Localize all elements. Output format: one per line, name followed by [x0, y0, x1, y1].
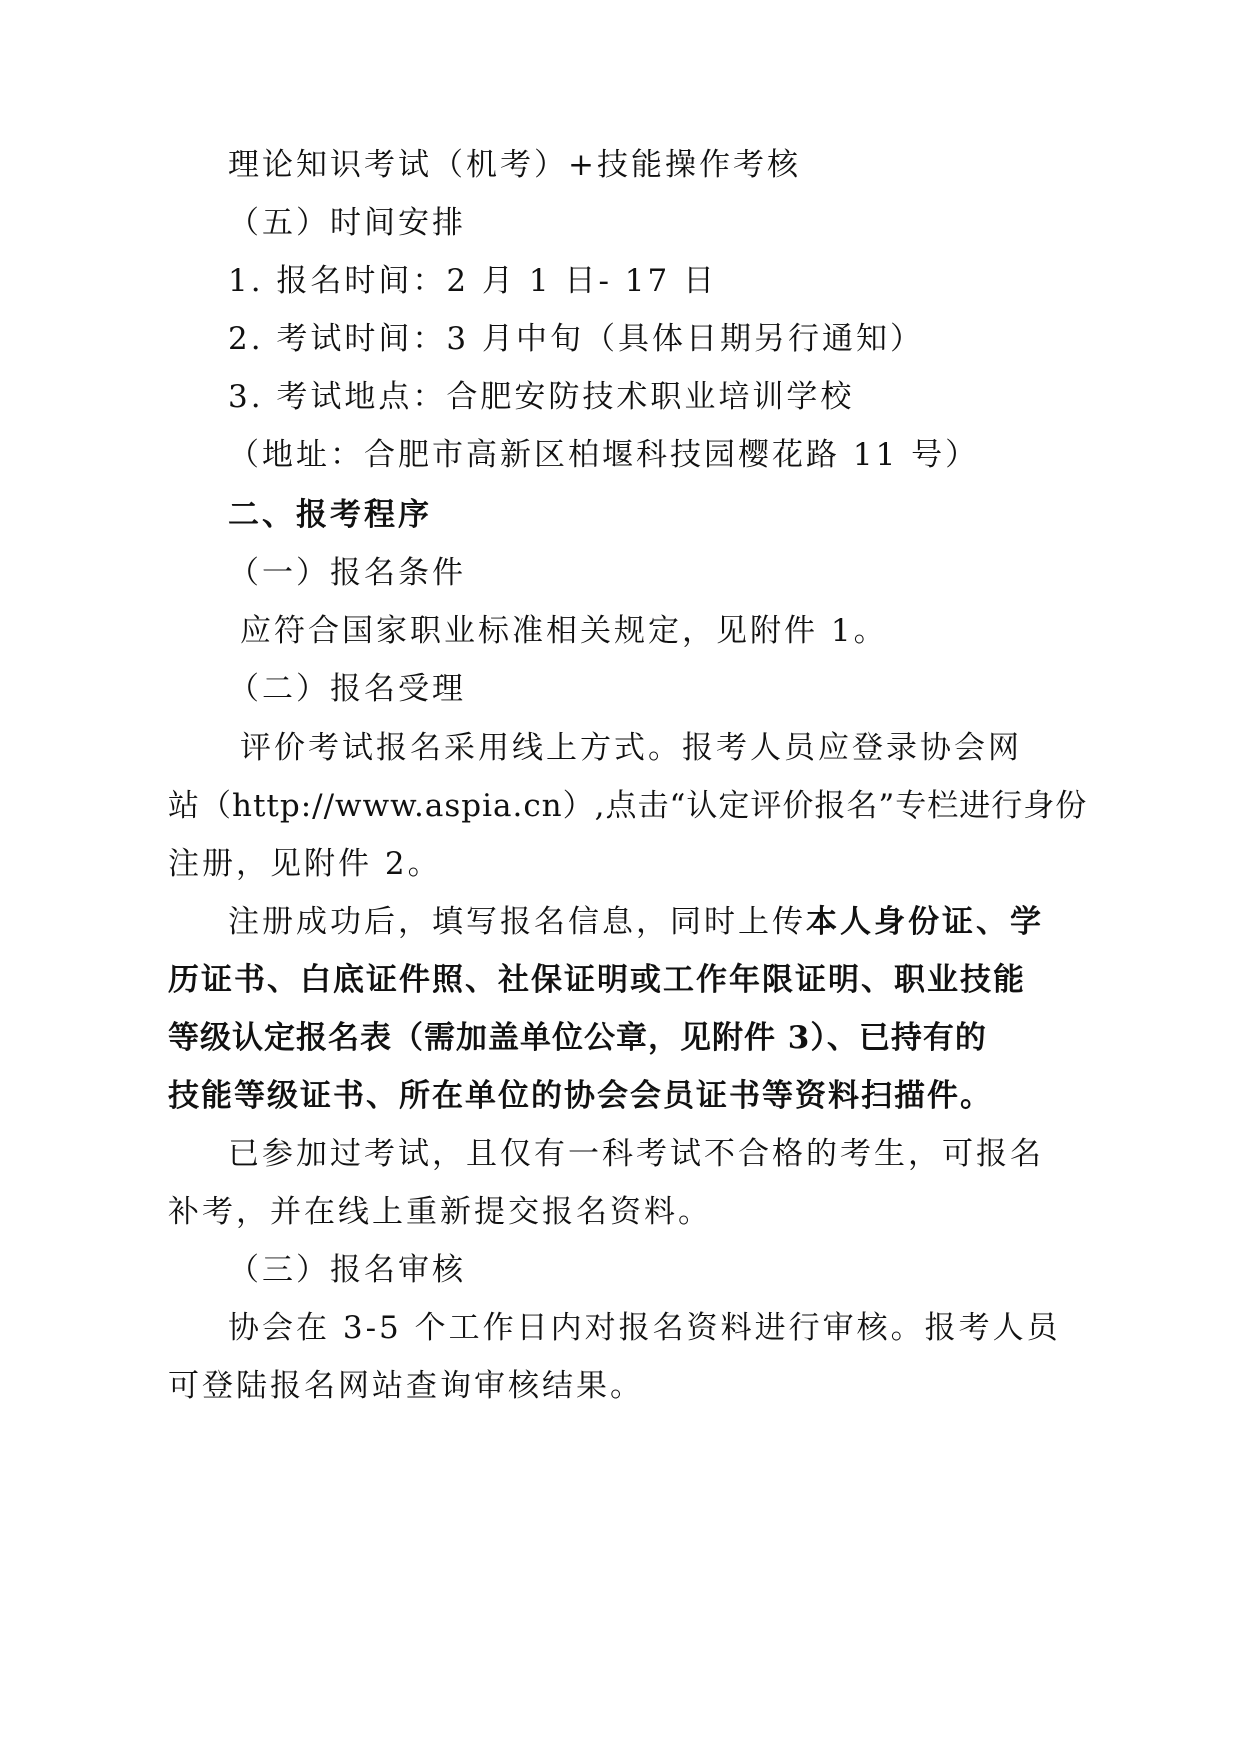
- upload-paragraph-line-1: 注册成功后，填写报名信息，同时上传本人身份证、学: [228, 904, 1044, 940]
- conditions-text: 应符合国家职业标准相关规定，见附件 1。: [240, 613, 888, 649]
- upload-paragraph-line-3: 等级认定报名表（需加盖单位公章，见附件 3）、已持有的: [168, 1020, 987, 1056]
- review-paragraph-line-2: 可登陆报名网站查询审核结果。: [168, 1368, 644, 1404]
- acceptance-paragraph-line-3: 注册，见附件 2。: [168, 846, 442, 882]
- subsection-conditions-heading: （一）报名条件: [228, 555, 466, 591]
- acceptance-paragraph-line-2: 站（http://www.aspia.cn）,点击“认定评价报名”专栏进行身份: [168, 788, 1088, 824]
- acceptance-paragraph-line-1: 评价考试报名采用线上方式。报考人员应登录协会网: [240, 730, 1022, 766]
- exam-time-line: 2. 考试时间：3 月中旬（具体日期另行通知）: [228, 321, 925, 357]
- exam-location-line: 3. 考试地点：合肥安防技术职业培训学校: [228, 379, 855, 415]
- subsection-acceptance-heading: （二）报名受理: [228, 671, 466, 707]
- retake-paragraph-line-2: 补考，并在线上重新提交报名资料。: [168, 1194, 712, 1230]
- upload-paragraph-line-2: 历证书、白底证件照、社保证明或工作年限证明、职业技能: [168, 962, 1026, 998]
- address-line: （地址：合肥市高新区柏堰科技园樱花路 11 号）: [228, 437, 980, 473]
- retake-paragraph-line-1: 已参加过考试，且仅有一科考试不合格的考生，可报名: [228, 1136, 1044, 1172]
- upload-paragraph-line-4: 技能等级证书、所在单位的协会会员证书等资料扫描件。: [168, 1078, 993, 1114]
- review-paragraph-line-1: 协会在 3-5 个工作日内对报名资料进行审核。报考人员: [228, 1310, 1061, 1346]
- section-schedule-heading: （五）时间安排: [228, 205, 466, 241]
- subsection-review-heading: （三）报名审核: [228, 1252, 466, 1288]
- exam-format-line: 理论知识考试（机考）+技能操作考核: [228, 147, 801, 183]
- section-procedure-heading: 二、报考程序: [228, 497, 432, 533]
- registration-time-line: 1. 报名时间：2 月 1 日- 17 日: [228, 263, 718, 299]
